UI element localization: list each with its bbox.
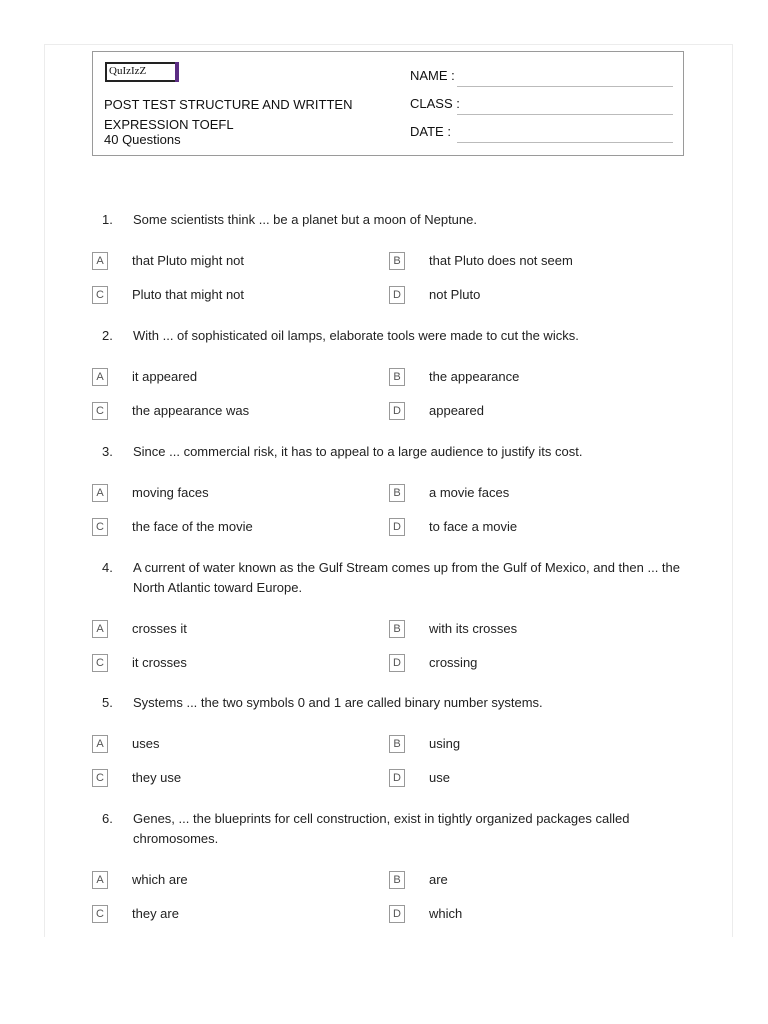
name-field-line[interactable] bbox=[457, 86, 673, 87]
option-letter-box[interactable]: D bbox=[389, 518, 405, 536]
option-letter-box[interactable]: B bbox=[389, 620, 405, 638]
option-text: are bbox=[429, 872, 448, 887]
option-text: appeared bbox=[429, 403, 484, 418]
question-number: 3. bbox=[102, 444, 113, 459]
option-text: the appearance bbox=[429, 369, 520, 384]
option-letter-box[interactable]: D bbox=[389, 654, 405, 672]
option-letter-box[interactable]: D bbox=[389, 286, 405, 304]
option-text: moving faces bbox=[132, 485, 209, 500]
option-text: that Pluto might not bbox=[132, 253, 245, 268]
question-number: 6. bbox=[102, 811, 113, 826]
option-letter-box[interactable]: A bbox=[92, 735, 108, 753]
question-number: 4. bbox=[102, 560, 113, 575]
option-text: Pluto that might not bbox=[132, 287, 245, 302]
option-letter-box[interactable]: C bbox=[92, 654, 108, 672]
option-text: not Pluto bbox=[429, 287, 481, 302]
option-letter-box[interactable]: C bbox=[92, 769, 108, 787]
option-letter-box[interactable]: A bbox=[92, 484, 108, 502]
option-text: use bbox=[429, 770, 450, 785]
option-text: they are bbox=[132, 906, 179, 921]
option-text: they use bbox=[132, 770, 182, 785]
option-text: that Pluto does not seem bbox=[429, 253, 573, 268]
option-text: which are bbox=[132, 872, 188, 887]
option-text: uses bbox=[132, 736, 160, 751]
option-text: crosses it bbox=[132, 621, 187, 636]
option-letter-box[interactable]: B bbox=[389, 871, 405, 889]
quizizz-logo bbox=[105, 62, 179, 82]
option-letter-box[interactable]: C bbox=[92, 402, 108, 420]
question-text: With ... of sophisticated oil lamps, elaborate tools were made to cut the wicks. bbox=[133, 328, 579, 343]
option-letter-box[interactable]: A bbox=[92, 252, 108, 270]
option-letter-box[interactable]: B bbox=[389, 735, 405, 753]
option-letter-box[interactable]: D bbox=[389, 769, 405, 787]
worksheet-title: POST TEST STRUCTURE AND WRITTEN EXPRESSION TOEFL bbox=[104, 97, 353, 132]
option-text: the appearance was bbox=[132, 403, 250, 418]
option-text: with its crosses bbox=[429, 621, 518, 636]
option-letter-box[interactable]: A bbox=[92, 620, 108, 638]
question-text: Genes, ... the blueprints for cell construction, exist in tightly organized packages called chromosomes. bbox=[133, 811, 630, 846]
class-label: CLASS : bbox=[410, 96, 460, 111]
class-field-line[interactable] bbox=[457, 114, 673, 115]
question-text: Some scientists think ... be a planet but a moon of Neptune. bbox=[133, 212, 477, 227]
worksheet-header bbox=[92, 51, 684, 156]
question-text: A current of water known as the Gulf Stream comes up from the Gulf of Mexico, and then ... the North Atlantic toward Europe. bbox=[133, 560, 680, 595]
option-text: using bbox=[429, 736, 461, 751]
option-letter-box[interactable]: D bbox=[389, 402, 405, 420]
logo-text: QuIzIzZ bbox=[109, 65, 147, 77]
option-text: which bbox=[429, 906, 463, 921]
option-text: to face a movie bbox=[429, 519, 518, 534]
question-count: 40 Questions bbox=[104, 132, 181, 147]
option-letter-box[interactable]: C bbox=[92, 518, 108, 536]
option-text: crossing bbox=[429, 655, 478, 670]
question-number: 2. bbox=[102, 328, 113, 343]
option-letter-box[interactable]: A bbox=[92, 871, 108, 889]
option-text: the face of the movie bbox=[132, 519, 253, 534]
option-letter-box[interactable]: A bbox=[92, 368, 108, 386]
name-label: NAME : bbox=[410, 68, 455, 83]
question-number: 1. bbox=[102, 212, 113, 227]
option-text: it appeared bbox=[132, 369, 198, 384]
option-letter-box[interactable]: B bbox=[389, 252, 405, 270]
option-letter-box[interactable]: B bbox=[389, 368, 405, 386]
option-letter-box[interactable]: C bbox=[92, 905, 108, 923]
date-field-line[interactable] bbox=[457, 142, 673, 143]
option-letter-box[interactable]: B bbox=[389, 484, 405, 502]
option-text: a movie faces bbox=[429, 485, 510, 500]
question-text: Since ... commercial risk, it has to appeal to a large audience to justify its cost. bbox=[133, 444, 583, 459]
question-number: 5. bbox=[102, 695, 113, 710]
option-text: it crosses bbox=[132, 655, 187, 670]
date-label: DATE : bbox=[410, 124, 451, 139]
option-letter-box[interactable]: C bbox=[92, 286, 108, 304]
option-letter-box[interactable]: D bbox=[389, 905, 405, 923]
question-text: Systems ... the two symbols 0 and 1 are called binary number systems. bbox=[133, 695, 543, 710]
